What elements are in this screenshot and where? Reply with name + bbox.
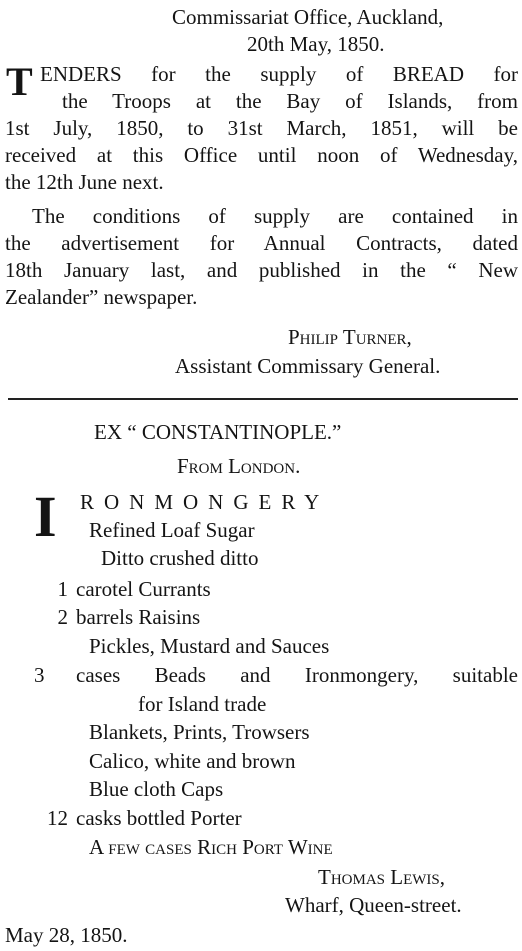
item-text: cases Beads and Ironmongery, suitable bbox=[76, 663, 518, 687]
ad-heading: EX “ CONSTANTINOPLE.” bbox=[94, 420, 342, 444]
drop-cap-t: T bbox=[6, 59, 33, 104]
list-item: A few cases Rich Port Wine bbox=[89, 835, 333, 859]
notice-line-5: the 12th June next. bbox=[5, 170, 164, 194]
office-date: 20th May, 1850. bbox=[247, 32, 385, 56]
list-item bbox=[34, 604, 200, 631]
notice-line-6: The conditions of supply are contained in bbox=[32, 204, 518, 228]
merchant-name: Thomas Lewis, bbox=[318, 865, 445, 889]
drop-cap-i: I bbox=[34, 484, 57, 549]
ad-subheading: From London. bbox=[177, 454, 301, 478]
notice-line-9: Zealander” newspaper. bbox=[5, 285, 198, 309]
notice-line-8: 18th January last, and published in the “ New bbox=[5, 258, 518, 282]
notice-line-7: the advertisement for Annual Contracts, dated bbox=[5, 231, 518, 255]
list-item: Refined Loaf Sugar bbox=[89, 518, 255, 542]
signer-title: Assistant Commissary General. bbox=[175, 354, 441, 378]
list-item: Blue cloth Caps bbox=[89, 777, 224, 801]
item-quantity: 2 bbox=[57, 605, 68, 629]
ad-date: May 28, 1850. bbox=[5, 923, 128, 947]
item-text: casks bottled Porter bbox=[76, 806, 242, 830]
item-quantity: 3 bbox=[34, 663, 45, 687]
notice-line-2: the Troops at the Bay of Islands, from bbox=[62, 89, 518, 113]
item-text: barrels Raisins bbox=[76, 605, 201, 629]
separator-rule bbox=[8, 398, 518, 400]
merchant-address: Wharf, Queen-street. bbox=[285, 893, 462, 917]
notice-line-4: received at this Office until noon of Wednesday, bbox=[5, 143, 518, 167]
item-quantity: 12 bbox=[47, 806, 68, 830]
list-item bbox=[34, 576, 211, 603]
item-text: carotel Currants bbox=[76, 577, 211, 601]
list-item: Ditto crushed ditto bbox=[101, 546, 259, 570]
item-quantity: 1 bbox=[57, 577, 68, 601]
list-item: Blankets, Prints, Trowsers bbox=[89, 720, 310, 744]
list-item bbox=[34, 662, 518, 689]
list-item: Calico, white and brown bbox=[89, 749, 296, 773]
list-item bbox=[34, 805, 242, 832]
notice-line-3: 1st July, 1850, to 31st March, 1851, will be bbox=[5, 116, 518, 140]
signer-name: Philip Turner, bbox=[288, 325, 412, 349]
list-item: Pickles, Mustard and Sauces bbox=[89, 634, 330, 658]
office-line: Commissariat Office, Auckland, bbox=[172, 5, 444, 29]
ad-title: RONMONGERY bbox=[80, 490, 330, 514]
list-item: for Island trade bbox=[138, 692, 267, 716]
notice-line-1: ENDERS for the supply of BREAD for bbox=[40, 62, 518, 86]
